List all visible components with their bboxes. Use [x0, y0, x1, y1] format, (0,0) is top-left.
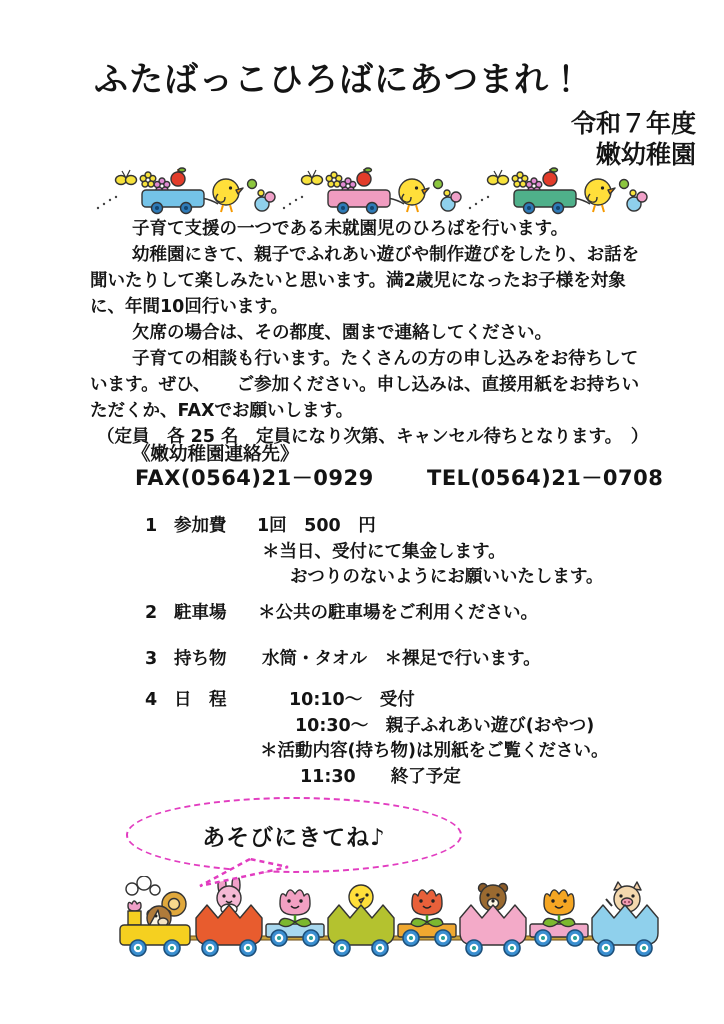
- tulip-flat-car: [266, 890, 324, 946]
- locomotive-bear-icon: [120, 876, 190, 956]
- intro-text: [90, 216, 652, 450]
- tulip-flat-car: [398, 890, 456, 946]
- item-content: ＊公共の駐車場をご利用ください。: [258, 603, 538, 623]
- item-label: 参加費: [174, 516, 227, 536]
- chick-flower-wagon-border-icon: [96, 162, 656, 218]
- wagon-group-pink: [283, 168, 461, 214]
- pig-eggshell-car: [592, 882, 658, 956]
- fiscal-year: 令和７年度: [570, 109, 696, 138]
- item-content: 水筒・タオル ＊裸足で行います。: [262, 649, 541, 669]
- speech-bubble-text: あそびにきてね♪: [202, 824, 386, 851]
- item-content: 1回 500 円 ＊当日、受付にて集金します。 おつりのないようにお願いいたします。: [257, 516, 604, 587]
- year-and-school: [571, 108, 696, 170]
- item-number: 1: [145, 516, 158, 536]
- item-number: 2: [145, 603, 158, 623]
- bear-eggshell-car: [460, 884, 526, 957]
- fax-number: FAX(0564)21－0929: [135, 466, 374, 490]
- tulip-flat-car: [530, 890, 588, 946]
- speech-bubble-tail: [196, 858, 306, 892]
- contact-heading: 《嫩幼稚園連絡先》: [132, 444, 299, 465]
- wagon-group-blue: [97, 168, 275, 214]
- wagon-group-green: [469, 168, 647, 214]
- item-number: 4: [145, 690, 158, 710]
- item-number: 3: [145, 649, 158, 669]
- capacity-note: （定員 各 25 名 定員になり次第、キャンセル待ちとなります。 ）: [97, 427, 649, 447]
- intro-paragraph: 子育ての相談も行います。たくさんの方の申し込みをお待ちしています。ぜひ、 ご参加ください。申し込みは、直接用紙をお持ちいただくか、FAXでお願いします。: [90, 349, 640, 421]
- intro-paragraph: 子育て支援の一つである未就園児のひろばを行います。: [132, 219, 569, 239]
- item-label: 持ち物: [174, 649, 227, 669]
- tel-number: TEL(0564)21－0708: [427, 466, 664, 490]
- item-label: 駐車場: [174, 603, 227, 623]
- item-label: 日 程: [174, 690, 227, 710]
- item-content: 10:10～ 受付 10:30～ 親子ふれあい遊び(おやつ) ＊活動内容(持ち物)は別紙をご覧ください。 11:30 終了予定: [260, 690, 609, 787]
- chick-eggshell-car: [328, 885, 394, 956]
- intro-paragraph: 欠席の場合は、その都度、園まで連絡してください。: [132, 323, 552, 343]
- kindergarten-name: 嫩幼稚園: [595, 140, 696, 169]
- page-title: ふたばっこひろばにあつまれ！: [94, 60, 584, 100]
- intro-paragraph: 幼稚園にきて、親子でふれあい遊びや制作遊びをしたり、お話を聞いたりして楽しみたいと思います。満2歳児になったお子様を対象に、年間10回行います。: [90, 245, 640, 317]
